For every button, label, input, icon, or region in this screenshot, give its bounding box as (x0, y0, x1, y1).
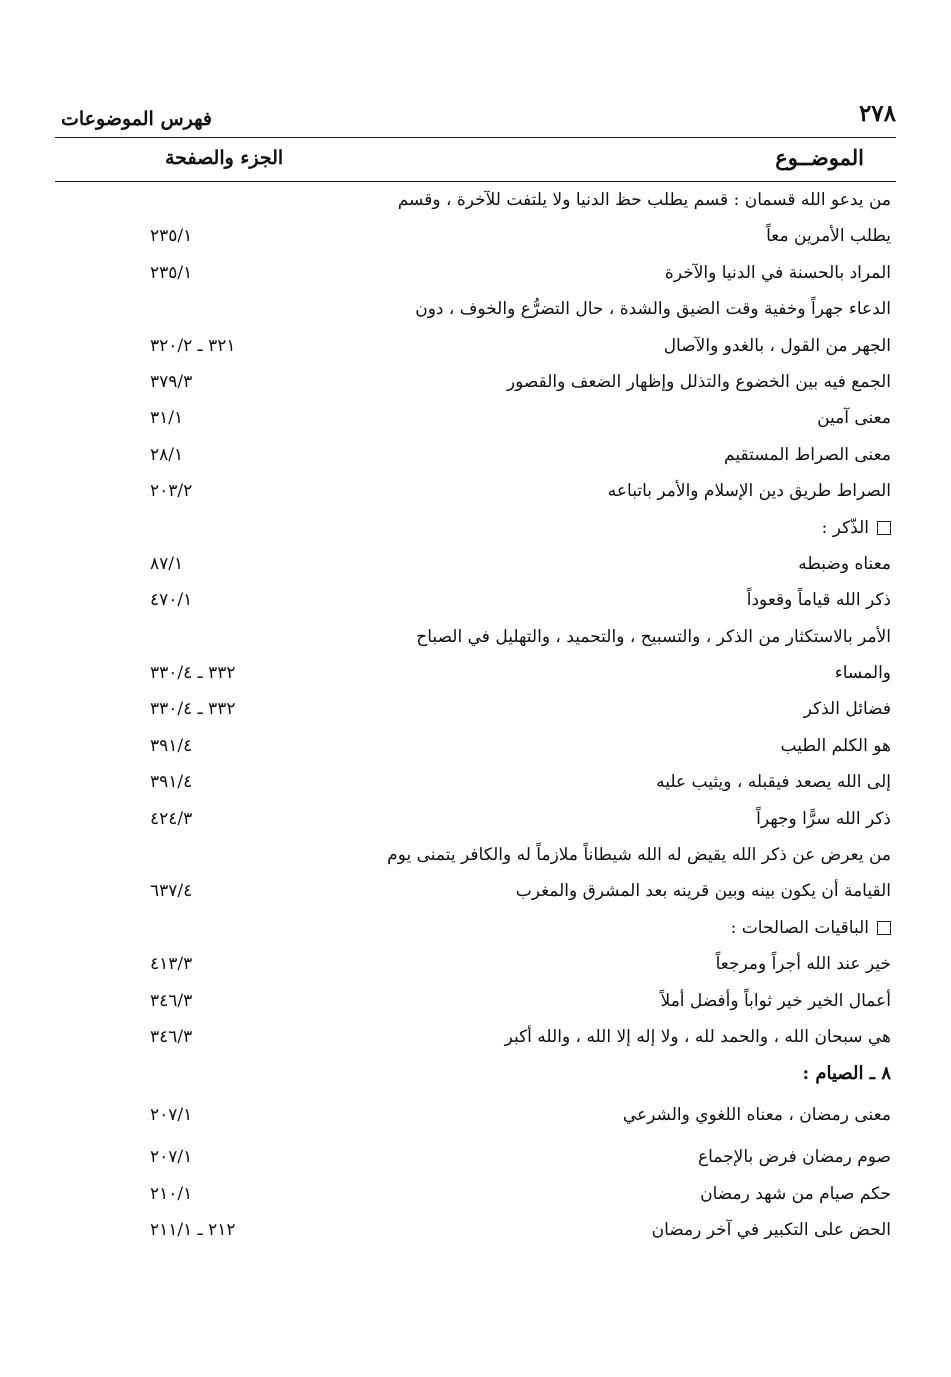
entry-topic (351, 845, 891, 865)
entry-topic (351, 299, 891, 319)
entry-topic (351, 554, 891, 574)
index-entry-row (0, 914, 951, 950)
entry-topic-text: المراد بالحسنة في الدنيا والآخرة (664, 262, 891, 283)
index-entry-row (0, 222, 951, 258)
entry-topic-text: الحض على التكبير في آخر رمضان (651, 1220, 891, 1241)
index-entry-row (0, 841, 951, 877)
entry-topic (351, 881, 891, 901)
entry-reference: ٣٤٦/٣ (150, 1026, 193, 1047)
entry-topic (351, 1220, 891, 1240)
entry-topic (351, 408, 891, 428)
entry-topic-text: من يعرض عن ذكر الله يقيض له الله شيطاناً ملازماً له والكافر يتمنى يوم (387, 845, 891, 866)
entry-reference: ٣٧٩/٣ (150, 371, 193, 392)
index-entry-row (0, 732, 951, 768)
entry-reference: ٣٩١/٤ (150, 735, 193, 756)
entry-topic (351, 518, 891, 538)
entry-topic (351, 1105, 891, 1125)
entry-topic (351, 663, 891, 683)
index-entry-row (0, 441, 951, 477)
index-entry-row (0, 259, 951, 295)
entry-topic (351, 1027, 891, 1047)
entry-topic-text: ذكر الله قياماً وقعوداً (746, 590, 891, 611)
entry-topic-text: معنى رمضان ، معناه اللغوي والشرعي (622, 1105, 891, 1126)
entry-topic-text: الجهر من القول ، بالغدو والآصال (663, 335, 891, 356)
entry-topic-text: معناه وضبطه (798, 553, 891, 574)
entry-topic-text: يطلب الأمرين معاً (766, 226, 891, 247)
entry-reference: ٤٢٤/٣ (150, 808, 193, 829)
running-title: فهرس الموضوعات (61, 108, 212, 130)
index-entry-row (0, 477, 951, 513)
entry-reference: ٢٣٥/١ (150, 226, 193, 247)
section-heading-row (0, 1059, 951, 1101)
entry-topic (351, 481, 891, 501)
entry-topic (351, 190, 891, 210)
index-entry-row (0, 695, 951, 731)
entry-topic-text: فضائل الذكر (803, 699, 891, 720)
entry-topic-text: خير عند الله أجراً ومرجعاً (715, 954, 891, 975)
index-entry-row (0, 805, 951, 841)
entry-topic-text: الجمع فيه بين الخضوع والتذلل وإظهار الضعف والقصور (506, 371, 891, 392)
entry-reference: ٦٣٧/٤ (150, 881, 193, 902)
entry-topic (351, 336, 891, 356)
entry-topic (351, 954, 891, 974)
square-bullet-icon (877, 921, 891, 935)
entry-topic-text: الباقيات الصالحات : (730, 917, 869, 938)
entry-reference: ٣٣٢ ـ ٣٣٠/٤ (150, 699, 236, 720)
entry-topic-text: الذّكر : (821, 517, 869, 538)
page-number: ٢٧٨ (858, 100, 896, 127)
index-entry-row (0, 186, 951, 222)
column-header-rule (55, 181, 896, 182)
entry-topic-text: حكم صيام من شهد رمضان (700, 1183, 891, 1204)
entry-topic-text: صوم رمضان فرض بالإجماع (697, 1147, 891, 1168)
entry-topic-text: الصراط طريق دين الإسلام والأمر باتباعه (607, 481, 891, 502)
entry-reference: ٢١٢ ـ ٢١١/١ (150, 1220, 236, 1241)
index-entry-row (0, 950, 951, 986)
entry-reference: ٣١/١ (150, 408, 184, 429)
topic-column-header: الموضــوع (775, 145, 864, 170)
entry-reference: ٤١٣/٣ (150, 954, 193, 975)
entry-topic-text: معنى آمين (817, 408, 891, 429)
entry-topic-text: معنى الصراط المستقيم (724, 444, 891, 465)
entry-topic (351, 736, 891, 756)
entry-reference: ٨٧/١ (150, 553, 184, 574)
reference-column-header: الجزء والصفحة (165, 147, 284, 169)
entry-topic-text: هي سبحان الله ، والحمد لله ، ولا إله إلا الله ، والله أكبر (504, 1026, 891, 1047)
entry-reference: ٣٣٢ ـ ٣٣٠/٤ (150, 663, 236, 684)
index-entry-row (0, 514, 951, 550)
index-entry-row (0, 332, 951, 368)
entry-topic-text: والمساء (834, 663, 891, 684)
entry-reference: ٣٤٦/٣ (150, 990, 193, 1011)
entry-topic-text: من يدعو الله قسمان : قسم يطلب حظ الدنيا ولا يلتفت للآخرة ، وقسم (397, 190, 891, 210)
entry-topic (351, 1147, 891, 1167)
index-entry-row (0, 623, 951, 659)
index-entry-row (0, 659, 951, 695)
index-entry-row (0, 368, 951, 404)
index-entry-row (0, 404, 951, 440)
entry-topic-text: أعمال الخير خير ثواباً وأفضل أملاً (660, 990, 891, 1011)
entry-topic (351, 772, 891, 792)
entry-reference: ٣٩١/٤ (150, 772, 193, 793)
entry-topic (351, 263, 891, 283)
entry-topic (351, 590, 891, 610)
page-header (55, 100, 896, 140)
square-bullet-icon (877, 521, 891, 535)
entry-topic-text: إلى الله يصعد فيقبله ، ويثيب عليه (656, 772, 891, 793)
entry-topic (351, 445, 891, 465)
index-entries (0, 186, 951, 1253)
entry-reference: ٢٠٧/١ (150, 1147, 193, 1168)
entry-topic (351, 226, 891, 246)
index-entry-row (0, 987, 951, 1023)
index-entry-row (0, 768, 951, 804)
column-headers (55, 145, 896, 179)
index-entry-row (0, 586, 951, 622)
index-entry-row (0, 550, 951, 586)
entry-reference: ٢١٠/١ (150, 1183, 193, 1204)
entry-reference: ٣٢١ ـ ٣٢٠/٢ (150, 335, 236, 356)
entry-topic-text: هو الكلم الطيب (780, 735, 891, 756)
section-heading (351, 1063, 891, 1084)
entry-reference: ٢٠٣/٢ (150, 481, 193, 502)
index-entry-row (0, 1216, 951, 1252)
index-entry-row (0, 1023, 951, 1059)
entry-topic (351, 991, 891, 1011)
entry-topic-text: الدعاء جهراً وخفية وقت الضيق والشدة ، حال التضرُّع والخوف ، دون (415, 299, 891, 320)
entry-reference: ٢٨/١ (150, 444, 184, 465)
entry-reference: ٢٠٧/١ (150, 1105, 193, 1126)
entry-topic (351, 372, 891, 392)
index-entry-row (0, 1143, 951, 1179)
entry-topic (351, 1184, 891, 1204)
entry-reference: ٤٧٠/١ (150, 590, 193, 611)
entry-topic (351, 627, 891, 647)
index-entry-row (0, 1180, 951, 1216)
index-entry-row (0, 295, 951, 331)
entry-topic-text: ٨ ـ الصيام : (802, 1063, 891, 1085)
entry-topic (351, 699, 891, 719)
entry-topic (351, 809, 891, 829)
entry-topic-text: ذكر الله سرًّا وجهراً (756, 808, 891, 829)
header-rule (55, 137, 896, 138)
entry-topic-text: الأمر بالاستكثار من الذكر ، والتسبيح ، والتحميد ، والتهليل في الصباح (416, 626, 891, 647)
index-entry-row (0, 877, 951, 913)
entry-topic (351, 918, 891, 938)
entry-reference: ٢٣٥/١ (150, 262, 193, 283)
entry-topic-text: القيامة أن يكون بينه وبين قرينه بعد المشرق والمغرب (515, 881, 891, 902)
index-entry-row (0, 1101, 951, 1143)
